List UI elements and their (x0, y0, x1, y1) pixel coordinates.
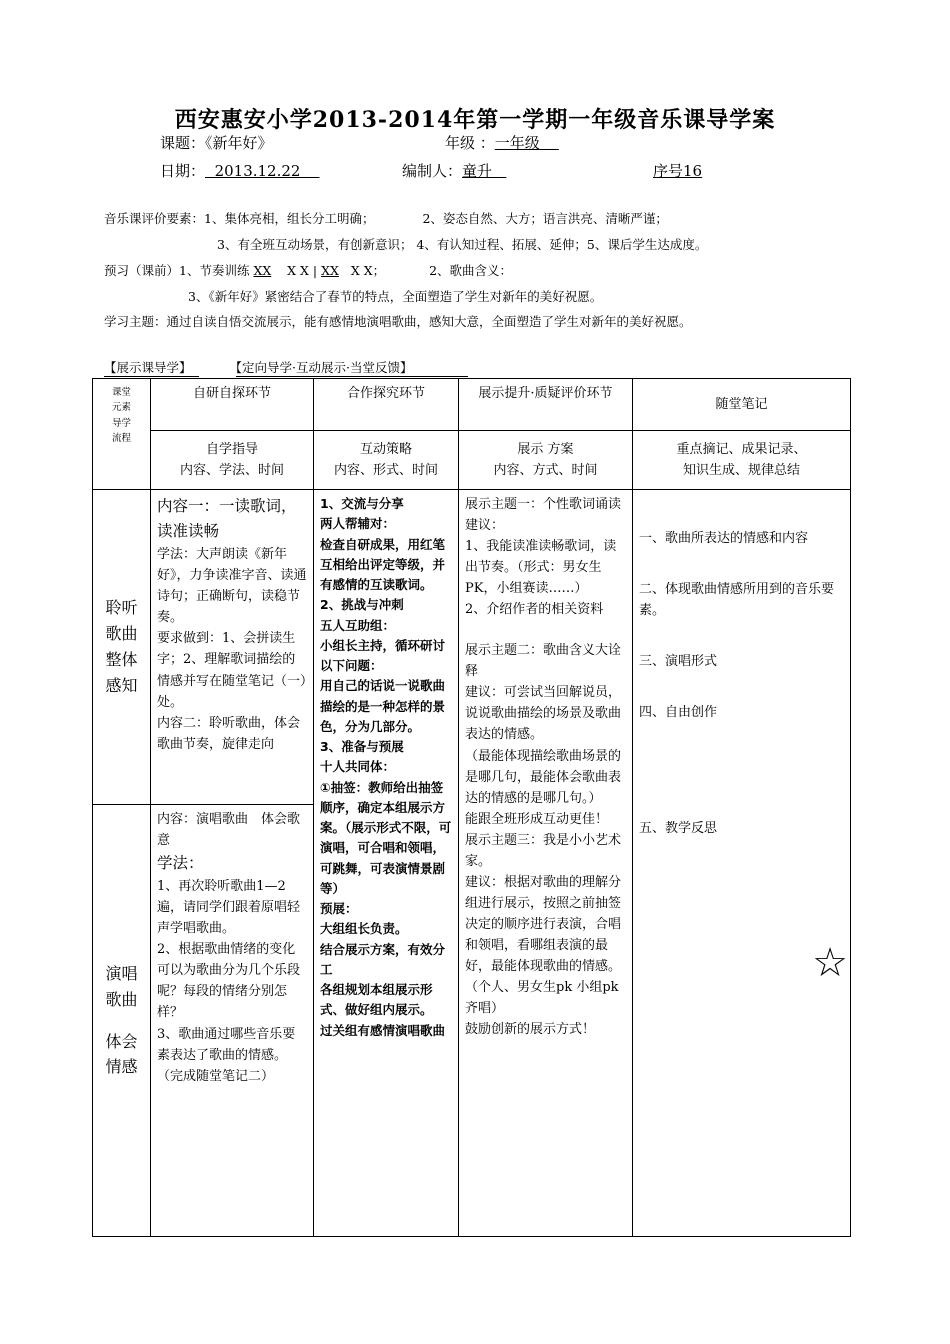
grade-value: 一年级 (494, 134, 540, 152)
self-study-cell-2: 内容：演唱歌曲 体会歌意 学法： 1、再次聆听歌曲1—2遍，请同学们跟着原唱轻声学唱歌曲。 2、根据歌曲情绪的变化可以为歌曲分为几个乐段呢？每段的情绪分别怎样？ 3、歌曲通过哪些音乐要素表达了歌曲的情感。 （完成随堂笔记二） (151, 805, 314, 1237)
note-item: 四、自由创作 (639, 705, 718, 721)
subheader-self-study: 自学指导 内容、学法、时间 (151, 431, 314, 490)
row-label-listen: 聆听 歌曲 整体 感知 (93, 490, 151, 805)
col-header-self-study: 自研自探环节 (151, 379, 314, 431)
serial-number: 序号16 (653, 162, 703, 180)
author-value: 童升 (462, 162, 493, 180)
topic-value: 《新年好》 (205, 134, 273, 152)
rhythm-note: X X (287, 263, 309, 278)
self-study-cell-1: 内容一：一读歌词， 读准读畅 学法：大声朗读《新年好》，力争读准字音、读通诗句；正确断句，读稳节奏。 要求做到：1、会拼读生字；2、理解歌词描绘的情感并写在随堂笔记（一）处。 内容二：聆听歌曲，体会歌曲节奏，旋律走向 (151, 490, 314, 805)
bar-line: | (312, 263, 318, 278)
note-item: 一、歌曲所表达的情感和内容 (639, 531, 809, 546)
page-title: 西安惠安小学2013-2014年第一学期一年级音乐课导学案 (174, 107, 776, 133)
date-label: 日期： (160, 162, 206, 180)
grade-line (445, 132, 559, 153)
row-label-sing: 演唱 歌曲 体会 情感 (93, 805, 151, 1237)
date-line (160, 160, 320, 181)
note-item: 三、演唱形式 (639, 654, 718, 670)
grade-label: 年级 ： (445, 134, 495, 152)
col-header-showcase: 展示提升·质疑评价环节 (459, 379, 633, 431)
subheader-showcase: 展示 方案 内容、方式、时间 (459, 431, 633, 490)
section-label: 【展示课导学】 【定向导学·互动展示·当堂反馈】 (104, 360, 413, 375)
note-item: 五、教学反思 (639, 821, 718, 837)
note-item: 二、体现歌曲情感所用到的音乐要素。 (639, 582, 835, 619)
subheader-notes: 重点摘记、成果记录、 知识生成、规律总结 (633, 431, 851, 490)
rhythm-note: X X； (350, 263, 386, 278)
col-header-cooperation: 合作探究环节 (314, 379, 459, 431)
author-line (402, 160, 506, 181)
intro-line-3: 预习（课前）1、节奏训练 XX X X | XX X X； 2、歌曲含义： (104, 263, 513, 278)
cooperation-cell: 1、交流与分享 两人帮辅对： 检查自研成果，用红笔互相给出评定等级，并有感情的互读歌词。 2、挑战与冲刺 五人互助组： 小组长主持，循环研讨以下问题： 用自己的话说一说歌曲描绘的是一种怎样的景色，分为几部分。 3、准备与预展 十人共同体： ①抽签：教师给出抽签顺序，确定本组展示方案。（展示形式不限，可演唱，可合唱和领唱，可跳舞，可表演情景剧等） 预展： 大组组长负责。 结合展示方案，有效分工 各组规划本组展示形式、做好组内展示。 过关组有感情演唱歌曲 (314, 490, 459, 1237)
topic-label: 课题： (160, 134, 206, 152)
topic-line (160, 132, 273, 153)
rhythm-note: XX (321, 263, 339, 278)
star-outline-icon: ☆ (812, 940, 848, 986)
col-header-notes: 随堂笔记 (633, 379, 851, 431)
corner-cell: 课堂 元素 导学 流程 (93, 379, 151, 490)
learning-theme: 学习主题：通过自读自悟交流展示，能有感情地演唱歌曲，感知大意，全面塑造了学生对新年的美好祝愿。 (104, 314, 692, 329)
lesson-table (92, 378, 851, 1237)
intro-line-2: 3、有全班互动场景，有创新意识； 4、有认知过程、拓展、延伸；5、课后学生达成度。 (217, 237, 708, 252)
showcase-cell: 展示主题一：个性歌词诵读 建议： 1、我能读准读畅歌词，读出节奏。（形式：男女生PK，小组赛读……） 2、介绍作者的相关资料 展示主题二：歌曲含义大诠释 建议：可尝试当回解说员，说说歌曲描绘的场景及歌曲表达的情感。 （最能体现描绘歌曲场景的是哪几句，最能体会歌曲表达的情感的是哪几句。） 能跟全班形成互动更佳！ 展示主题三：我是小小艺术家。 建议：根据对歌曲的理解分组进行展示，按照之前抽签决定的顺序进行表演，合唱和领唱，看哪组表演的最好，最能体现歌曲的情感。 （个人、男女生pk 小组pk 齐唱） 鼓励创新的展示方式！ (459, 490, 633, 1237)
date-value: 2013.12.22 (214, 162, 301, 180)
section-underline (104, 376, 199, 377)
intro-line-4: 3、《新年好》紧密结合了春节的特点，全面塑造了学生对新年的美好祝愿。 (188, 289, 603, 304)
notes-cell (633, 490, 851, 1237)
author-label: 编制人： (402, 162, 463, 180)
subheader-cooperation: 互动策略 内容、形式、时间 (314, 431, 459, 490)
intro-line-1: 音乐课评价要素：1、集体亮相，组长分工明确； 2、姿态自然、大方；语言洪亮、清晰严谨； (104, 211, 668, 226)
section-underline (236, 376, 468, 377)
rhythm-note: XX (253, 263, 272, 278)
